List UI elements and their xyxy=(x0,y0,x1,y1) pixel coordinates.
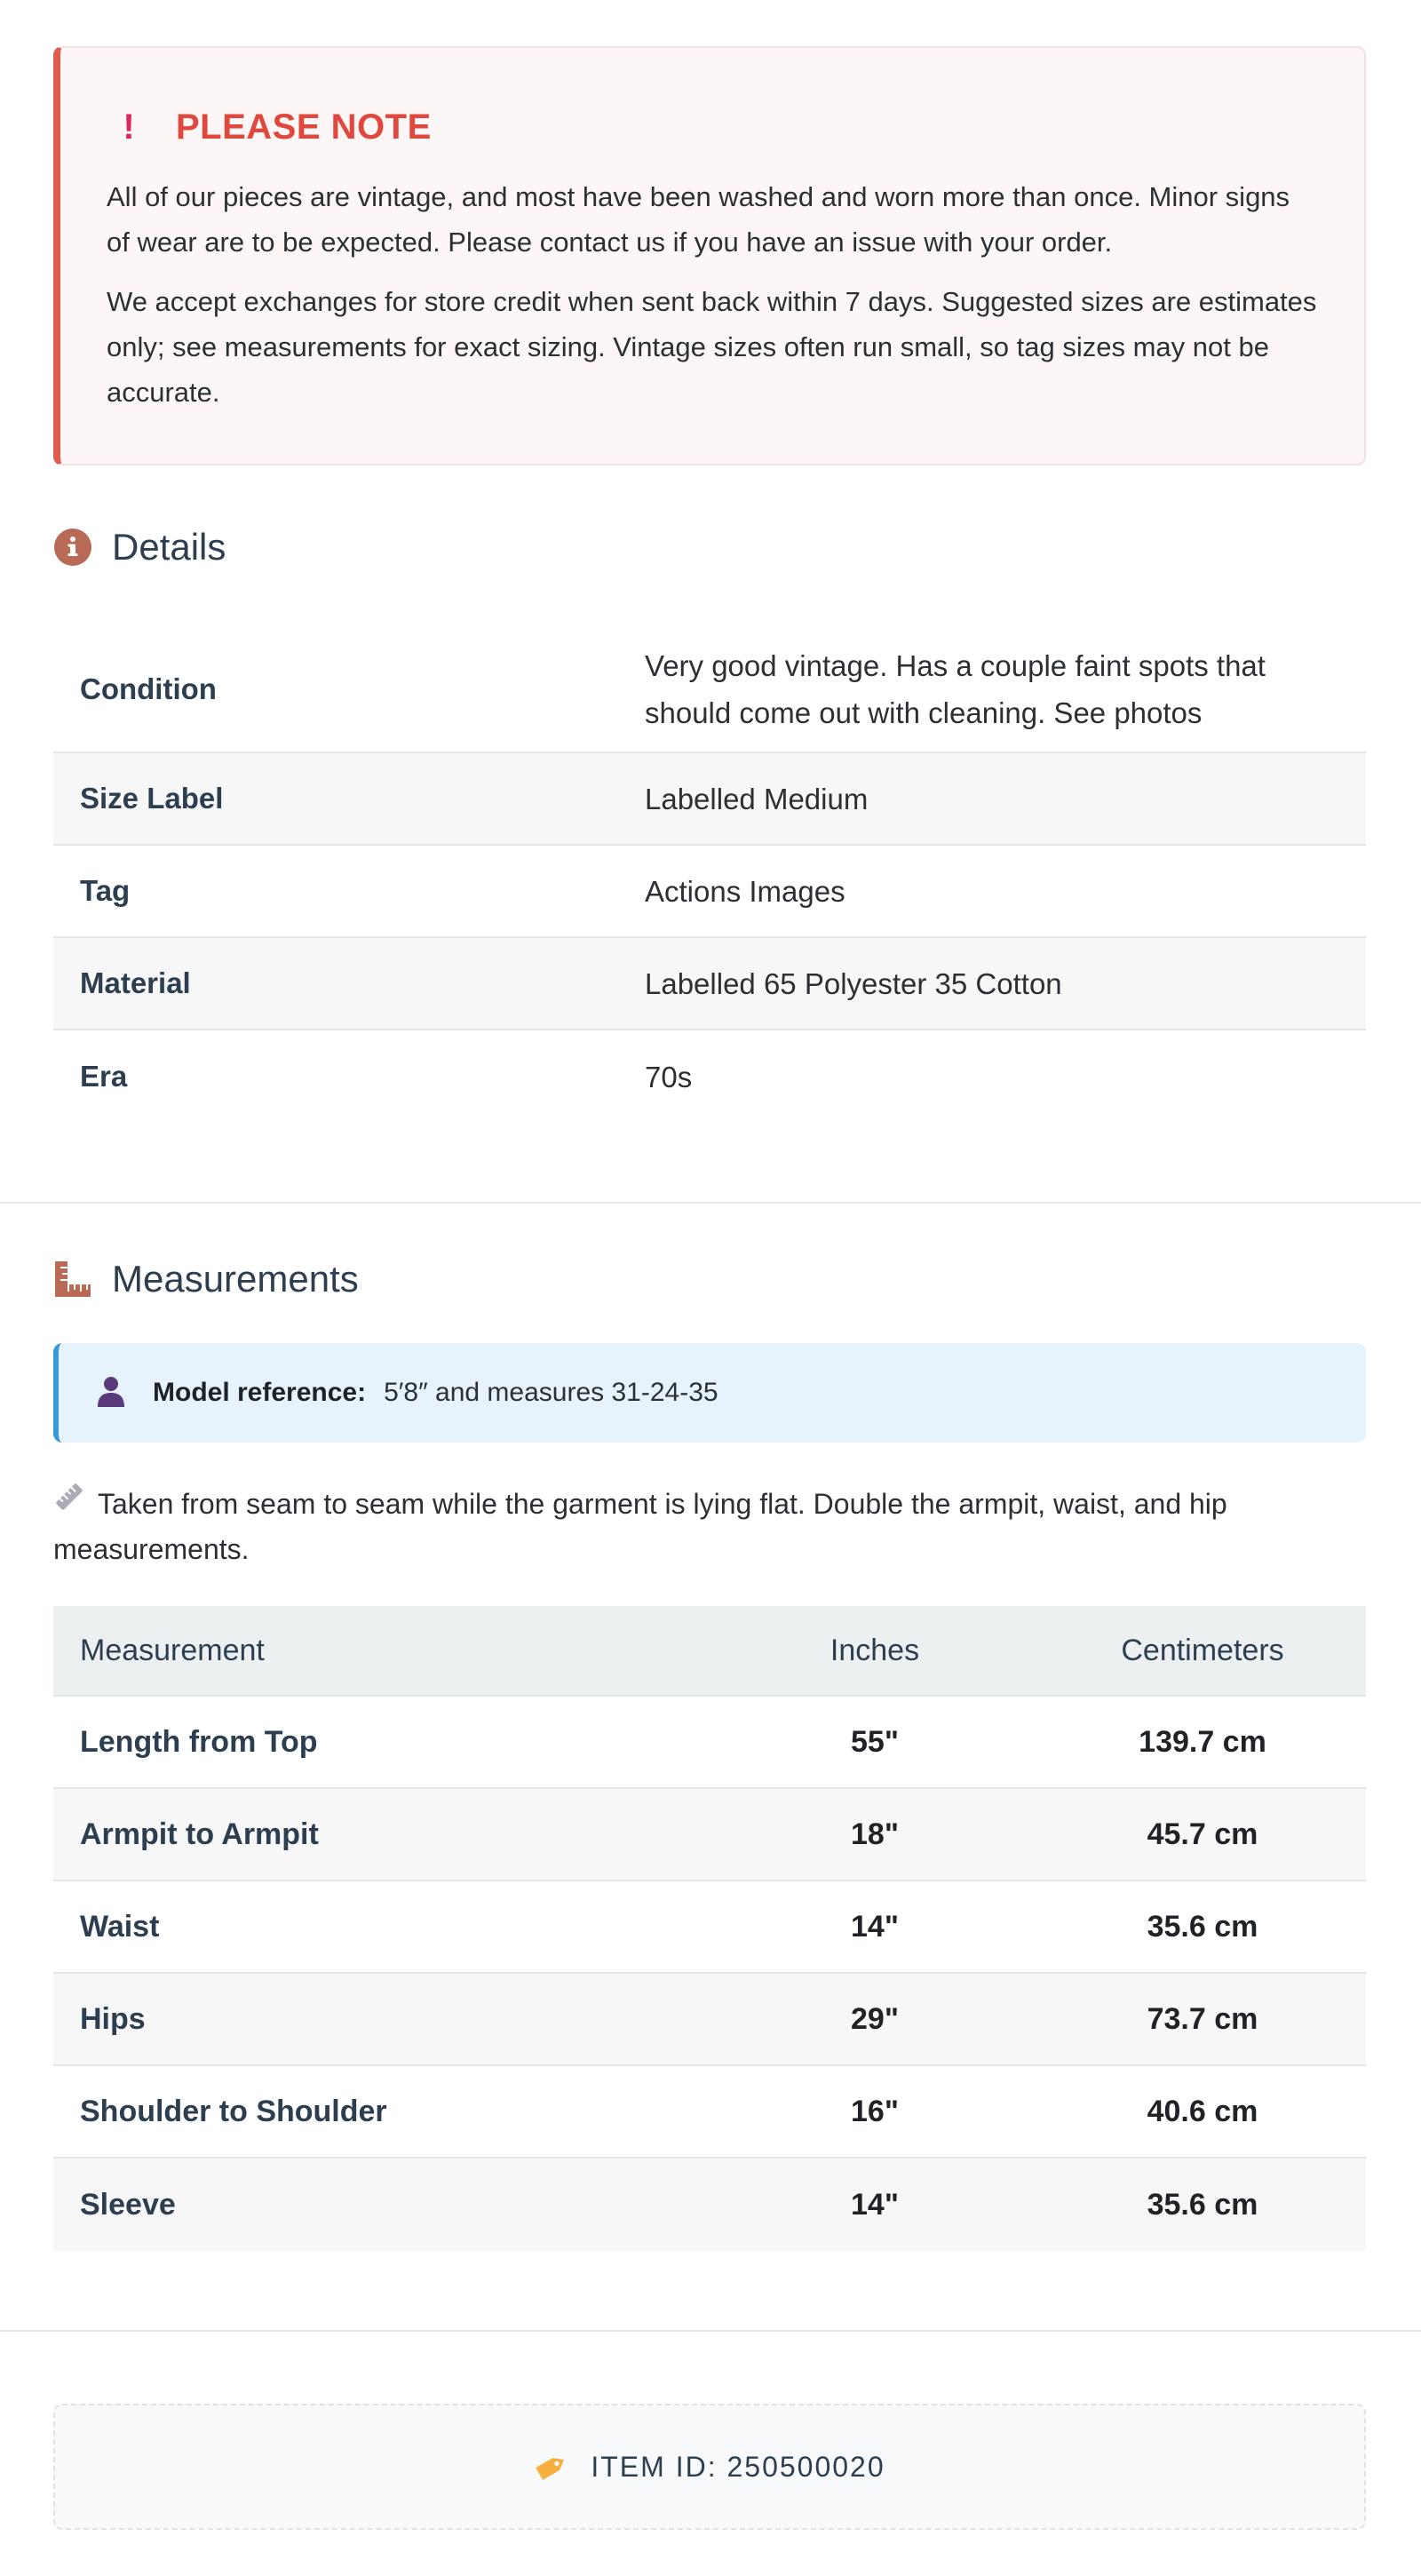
measurements-title: Measurements xyxy=(112,1258,359,1300)
details-title: Details xyxy=(112,526,226,568)
column-header-centimeters: Centimeters xyxy=(1121,1633,1284,1667)
measurement-cm: 73.7 cm xyxy=(1147,2001,1258,2036)
details-heading xyxy=(53,526,226,568)
model-reference-box xyxy=(53,1343,1366,1443)
details-label: Size Label xyxy=(80,782,224,815)
details-row-tag xyxy=(53,846,1366,938)
measurement-note-text: Taken from seam to seam while the garment is lying flat. Double the armpit, waist, and hip measurements. xyxy=(53,1488,1227,1565)
column-header-inches: Inches xyxy=(830,1633,920,1667)
table-row xyxy=(53,1789,1366,1881)
measurement-name: Hips xyxy=(80,2001,146,2036)
model-reference-value: 5′8″ and measures 31-24-35 xyxy=(384,1378,718,1407)
measurement-cm: 40.6 cm xyxy=(1147,2094,1258,2128)
details-label: Era xyxy=(80,1060,128,1093)
exclamation-icon: ! xyxy=(123,107,135,147)
details-row-size-label xyxy=(53,753,1366,846)
details-table xyxy=(53,626,1366,1123)
measurements-table xyxy=(53,1606,1366,2251)
measurement-name: Length from Top xyxy=(80,1724,318,1759)
details-row-era xyxy=(53,1030,1366,1123)
details-label: Condition xyxy=(80,672,217,705)
details-label: Material xyxy=(80,966,191,999)
measurement-name: Waist xyxy=(80,1909,160,1944)
measurement-inches: 29" xyxy=(851,2001,899,2036)
measurement-cm: 139.7 cm xyxy=(1139,1724,1266,1759)
measurement-cm: 45.7 cm xyxy=(1147,1817,1258,1851)
table-row xyxy=(53,1697,1366,1789)
measurement-name: Shoulder to Shoulder xyxy=(80,2094,387,2128)
measurement-name: Sleeve xyxy=(80,2187,176,2222)
details-value: 70s xyxy=(645,1060,693,1093)
ruler-combined-icon xyxy=(53,1260,92,1299)
column-header-measurement: Measurement xyxy=(80,1633,265,1667)
measurement-inches: 14" xyxy=(851,1909,899,1944)
notice-header xyxy=(107,99,1318,155)
details-row-condition xyxy=(53,626,1366,753)
table-row xyxy=(53,1881,1366,1974)
person-icon xyxy=(96,1375,126,1411)
item-id-box xyxy=(53,2404,1366,2530)
measurement-inches: 16" xyxy=(851,2094,899,2128)
details-row-material xyxy=(53,938,1366,1030)
table-row xyxy=(53,1974,1366,2066)
measurement-inches: 55" xyxy=(851,1724,899,1759)
section-divider xyxy=(0,2330,1421,2332)
details-value: Labelled Medium xyxy=(645,782,869,815)
details-label: Tag xyxy=(80,874,131,907)
ruler-icon xyxy=(53,1481,85,1526)
notice-paragraph-1: All of our pieces are vintage, and most have been washed and worn more than once. Minor signs of wear are to be expected. Please contact us if you have an issue with your order. xyxy=(107,181,1290,258)
measurements-heading xyxy=(53,1258,359,1300)
measurement-inches: 14" xyxy=(851,2187,899,2222)
measurement-cm: 35.6 cm xyxy=(1147,1909,1258,1944)
details-value: Actions Images xyxy=(645,874,845,908)
section-divider xyxy=(0,1202,1421,1204)
notice-paragraph-2: We accept exchanges for store credit when sent back within 7 days. Suggested sizes are estimates only; see measurements for exact sizing. Vintage sizes often run small, so tag sizes may not be accurate. xyxy=(107,286,1317,408)
please-note-box xyxy=(53,46,1366,465)
item-id-text: ITEM ID: 250500020 xyxy=(591,2450,885,2483)
measurement-inches: 18" xyxy=(851,1817,899,1851)
measurement-note xyxy=(53,1482,1297,1572)
table-row xyxy=(53,2066,1366,2159)
info-circle-icon xyxy=(53,528,92,567)
details-value: Labelled 65 Polyester 35 Cotton xyxy=(645,966,1062,1000)
model-reference-label: Model reference: xyxy=(153,1378,367,1407)
measurement-name: Armpit to Armpit xyxy=(80,1817,319,1851)
notice-title: PLEASE NOTE xyxy=(176,107,432,147)
details-value: Very good vintage. Has a couple faint spots that should come out with cleaning. See photos xyxy=(645,648,1266,729)
table-header-row xyxy=(53,1606,1366,1697)
tag-icon xyxy=(534,2451,569,2487)
table-row xyxy=(53,2159,1366,2251)
measurement-cm: 35.6 cm xyxy=(1147,2187,1258,2222)
